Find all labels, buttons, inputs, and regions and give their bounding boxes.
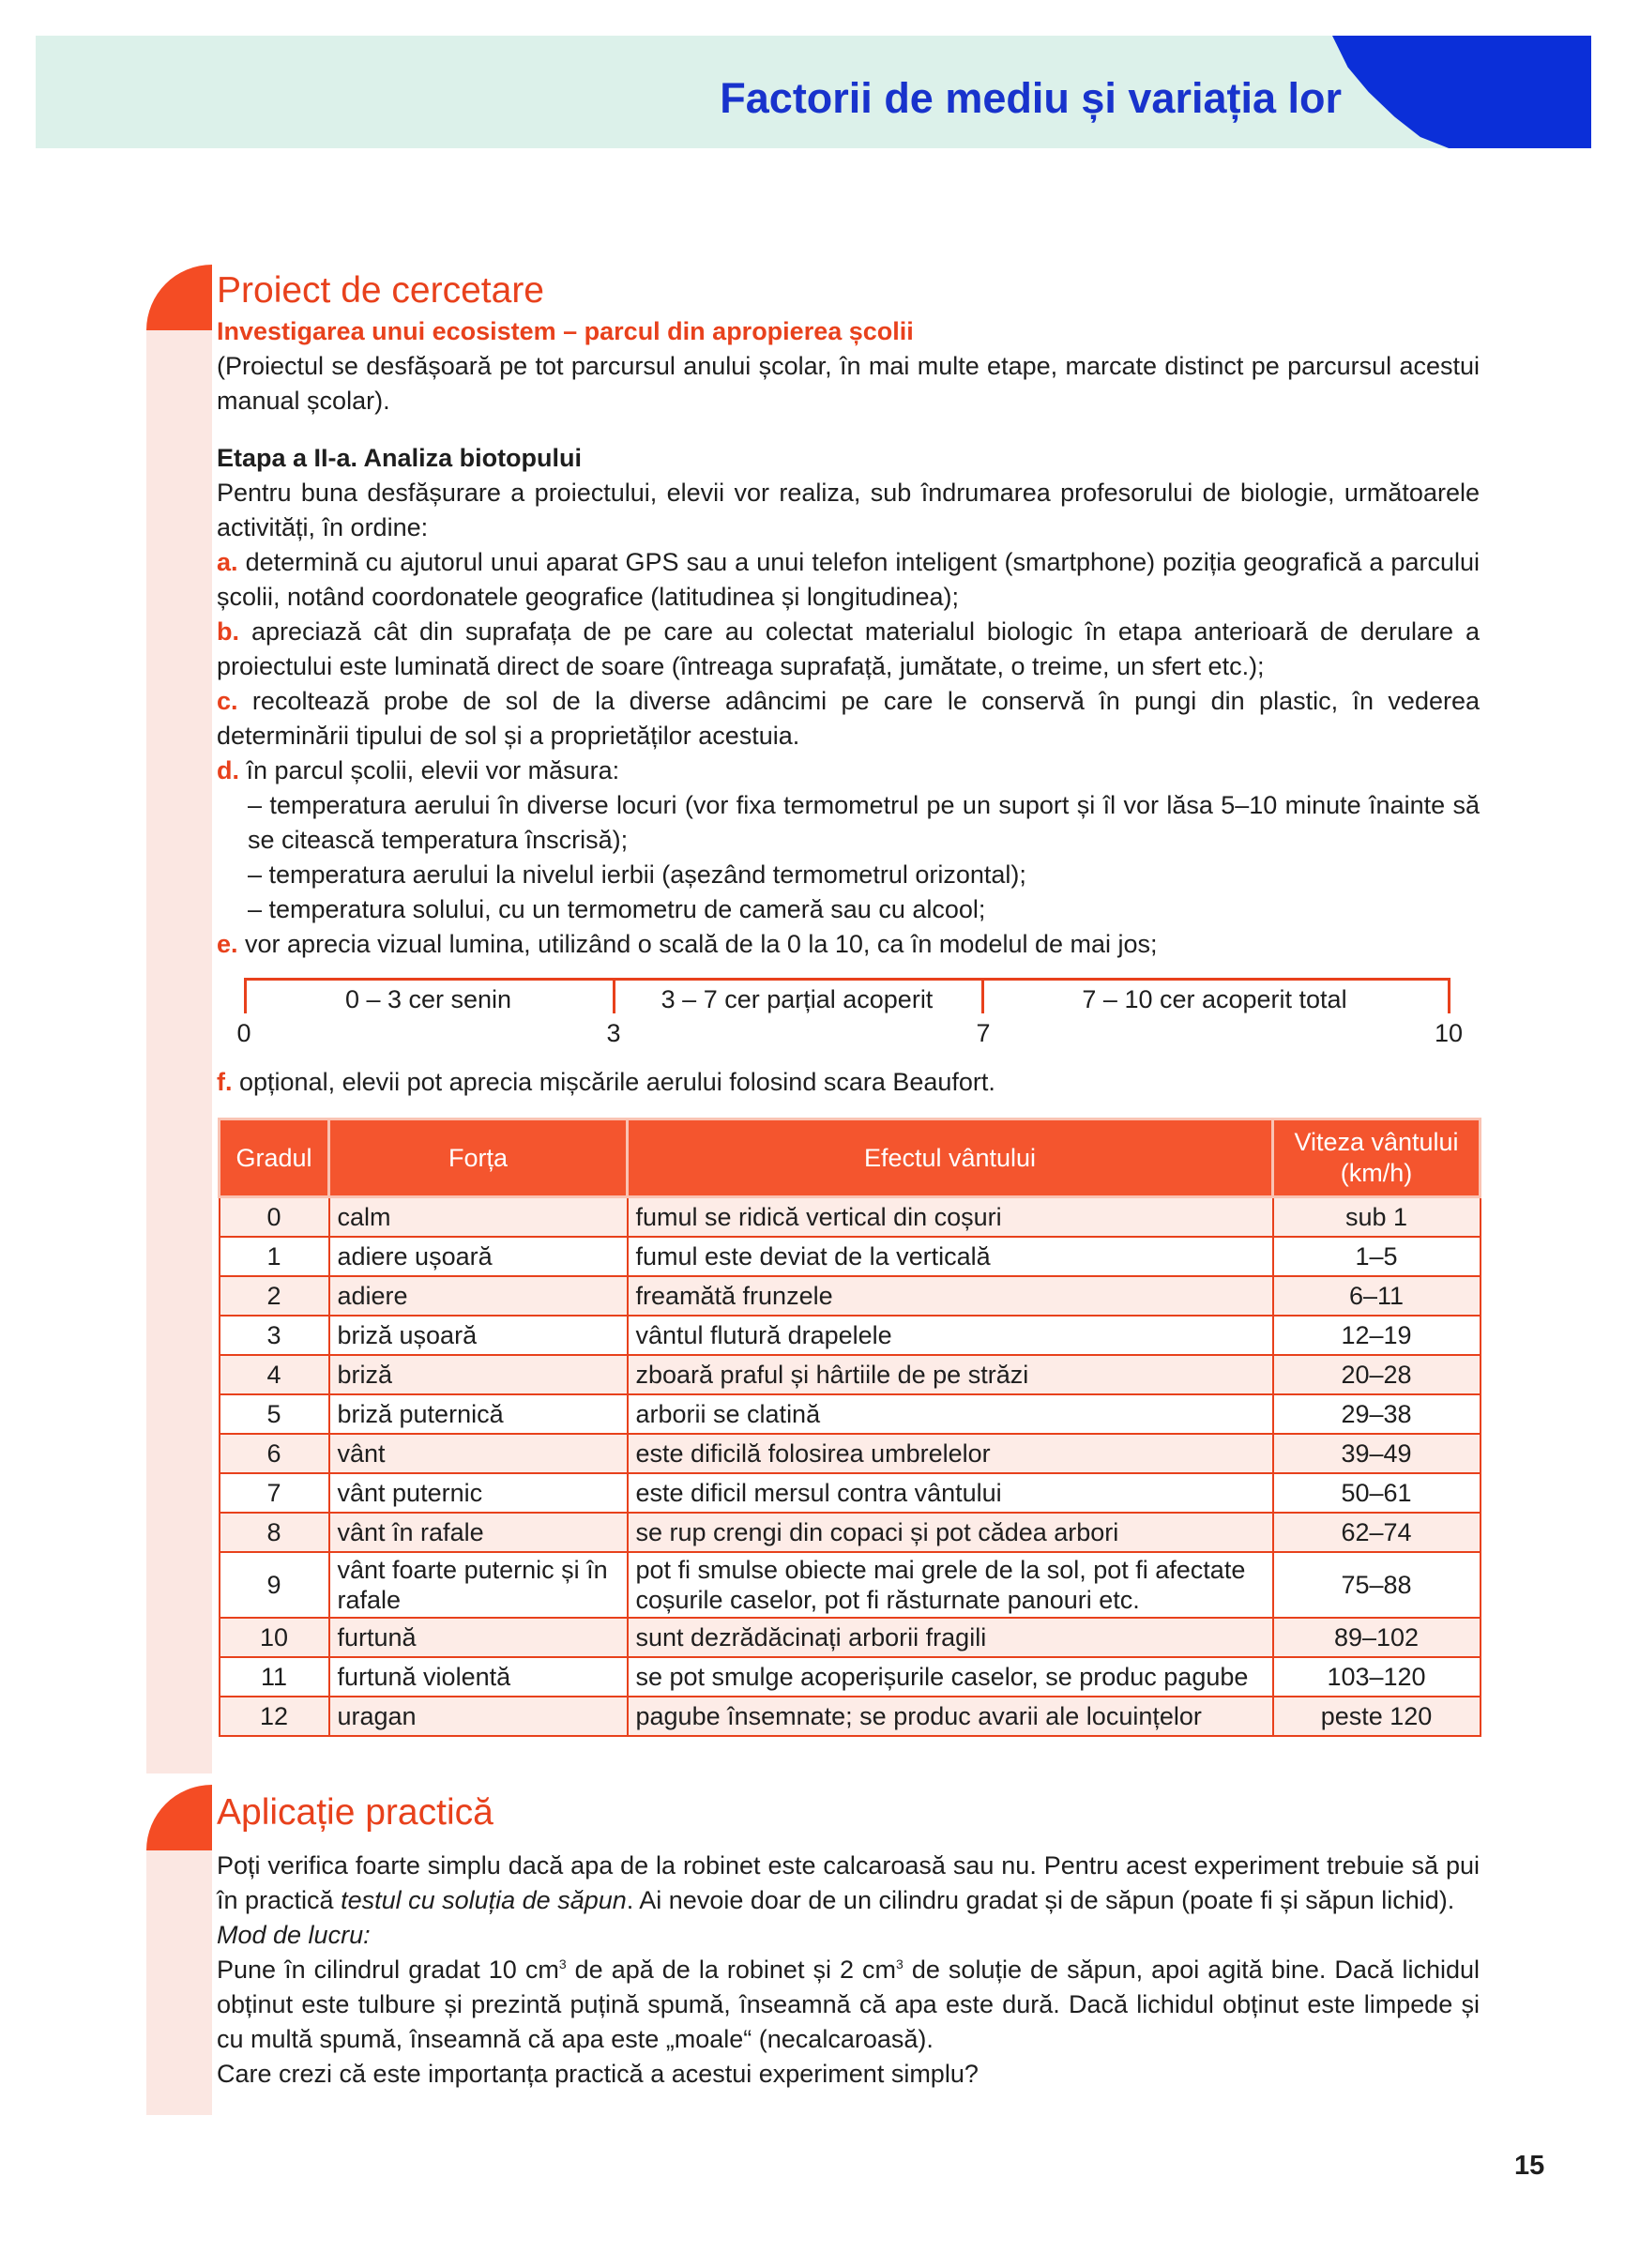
table-cell: 20–28	[1273, 1355, 1481, 1394]
table-row	[220, 1618, 1481, 1657]
sub-item-1: – temperatura aerului în diverse locuri (vor fixa termometrul pe un suport și îl vor lăsa 5–10 minute înainte să se citească temperatura înscrisă);	[248, 791, 1480, 854]
list-item-f: f. opțional, elevii pot aprecia mișcările aerului folosind scara Beaufort.	[217, 1068, 995, 1096]
project-section-marker	[146, 265, 212, 330]
table-row	[220, 1552, 1481, 1618]
table-cell: briză ușoară	[329, 1316, 628, 1355]
table-row	[220, 1394, 1481, 1434]
table-cell: briză puternică	[329, 1394, 628, 1434]
table-cell: calm	[329, 1197, 628, 1238]
table-cell: 50–61	[1273, 1473, 1481, 1513]
table-cell: adiere	[329, 1276, 628, 1316]
table-row	[220, 1316, 1481, 1355]
table-cell: pagube însemnate; se produc avarii ale locuințelor	[628, 1697, 1273, 1736]
scale-segment-label: 7 – 10 cer acoperit total	[1082, 985, 1347, 1013]
table-cell: zboară praful și hârtiile de pe străzi	[628, 1355, 1273, 1394]
table-cell: 12–19	[1273, 1316, 1481, 1355]
practical-side-strip	[146, 1850, 212, 2115]
table-row	[220, 1237, 1481, 1276]
project-heading: Proiect de cercetare	[217, 270, 545, 311]
table-cell: 8	[220, 1513, 329, 1552]
practical-question: Care crezi că este importanța practică a acestui experiment simplu?	[217, 2060, 979, 2088]
table-cell: vânt foarte puternic și în rafale	[329, 1552, 628, 1618]
table-cell: fumul este deviat de la verticală	[628, 1237, 1273, 1276]
table-cell: 4	[220, 1355, 329, 1394]
table-row	[220, 1697, 1481, 1736]
sub-item-3: – temperatura solului, cu un termometru de cameră sau cu alcool;	[248, 895, 986, 923]
table-cell: 12	[220, 1697, 329, 1736]
table-row	[220, 1473, 1481, 1513]
table-cell: 10	[220, 1618, 329, 1657]
scale-tick-label: 3	[606, 1019, 621, 1047]
table-cell: 0	[220, 1197, 329, 1238]
table-row	[220, 1657, 1481, 1697]
list-item-e: e. vor aprecia vizual lumina, utilizând o scală de la 0 la 10, ca în modelul de mai jos;	[217, 930, 1158, 958]
sub-item-2: – temperatura aerului la nivelul ierbii (așezând termometrul orizontal);	[248, 860, 1026, 889]
stage-title: Etapa a II-a. Analiza biotopului	[217, 444, 583, 472]
table-cell: 7	[220, 1473, 329, 1513]
scale-tick-label: 7	[976, 1019, 991, 1047]
project-intro: (Proiectul se desfășoară pe tot parcursul anului școlar, în mai multe etape, marcate distinct pe parcursul acestui manual școlar).	[217, 352, 1480, 415]
scale-tick-label: 0	[236, 1019, 251, 1047]
scale-line	[244, 978, 1450, 981]
practical-block	[217, 1849, 1480, 2092]
column-header: Efectul vântului	[628, 1119, 1273, 1197]
table-cell: vânt puternic	[329, 1473, 628, 1513]
chapter-title: Factorii de mediu și variația lor	[720, 74, 1342, 122]
table-cell: 6	[220, 1434, 329, 1473]
table-cell: adiere ușoară	[329, 1237, 628, 1276]
table-cell: este dificilă folosirea umbrelelor	[628, 1434, 1273, 1473]
table-cell: 103–120	[1273, 1657, 1481, 1697]
column-header: Viteza vântului (km/h)	[1273, 1119, 1481, 1197]
method-label: Mod de lucru:	[217, 1921, 371, 1949]
table-row	[220, 1513, 1481, 1552]
table-cell: vânt în rafale	[329, 1513, 628, 1552]
table-cell: sub 1	[1273, 1197, 1481, 1238]
table-cell: 1	[220, 1237, 329, 1276]
table-cell: 3	[220, 1316, 329, 1355]
table-row	[220, 1276, 1481, 1316]
table-cell: 29–38	[1273, 1394, 1481, 1434]
table-row	[220, 1434, 1481, 1473]
table-cell: sunt dezrădăcinați arborii fragili	[628, 1618, 1273, 1657]
practical-heading: Aplicație practică	[217, 1792, 494, 1833]
table-cell: 5	[220, 1394, 329, 1434]
table-cell: vânt	[329, 1434, 628, 1473]
table-cell: 75–88	[1273, 1552, 1481, 1618]
table-cell: 2	[220, 1276, 329, 1316]
table-cell: 9	[220, 1552, 329, 1618]
practical-paragraph-2: Pune în cilindrul gradat 10 $cm^3$ de apă de la robinet și 2 $cm^3$ de soluție de săpun, apoi agită bine. Dacă lichidul obținut este tulbure și prezintă puțină spumă, înseamnă că apa este dură. Dacă lichidul obținut este limpede și cu multă spumă, înseamnă că apa este „moale“ (necalcaroasă).	[217, 1956, 1480, 2053]
table-cell: briză	[329, 1355, 628, 1394]
list-item-c: c. recoltează probe de sol de la diverse adâncimi pe care le conservă în pungi din plastic, în vederea determinării tipului de sol și a proprietăților acestuia.	[217, 687, 1480, 750]
item-f-block	[217, 1065, 1480, 1100]
table-cell: 39–49	[1273, 1434, 1481, 1473]
table-cell: se pot smulge acoperișurile caselor, se produc pagube	[628, 1657, 1273, 1697]
page-number: 15	[1514, 2151, 1545, 2181]
table-cell: vântul flutură drapelele	[628, 1316, 1273, 1355]
table-cell: furtună violentă	[329, 1657, 628, 1697]
scale-tick	[1448, 978, 1450, 1013]
table-cell: 6–11	[1273, 1276, 1481, 1316]
table-cell: se rup crengi din copaci și pot cădea arbori	[628, 1513, 1273, 1552]
scale-segment-label: 0 – 3 cer senin	[344, 985, 512, 1013]
table-cell: 62–74	[1273, 1513, 1481, 1552]
beaufort-table	[218, 1118, 1481, 1737]
table-cell: furtună	[329, 1618, 628, 1657]
table-cell: 1–5	[1273, 1237, 1481, 1276]
project-side-strip	[146, 330, 212, 1773]
table-cell: uragan	[329, 1697, 628, 1736]
list-item-b: b. apreciază cât din suprafața de pe care au colectat materialul biologic în etapa anterioară de derulare a proiectului este luminată direct de soare (întreaga suprafață, jumătate, o treime, un sfert etc.);	[217, 617, 1480, 680]
project-subtitle: Investigarea unui ecosistem – parcul din apropierea școlii	[217, 317, 914, 345]
table-cell: arborii se clatină	[628, 1394, 1273, 1434]
table-cell: fumul se ridică vertical din coșuri	[628, 1197, 1273, 1238]
column-header: Gradul	[220, 1119, 329, 1197]
project-intro-block	[217, 349, 1480, 419]
table-cell: pot fi smulse obiecte mai grele de la sol, pot fi afectate coșurile caselor, pot fi răsturnate panouri etc.	[628, 1552, 1273, 1618]
table-cell: 89–102	[1273, 1618, 1481, 1657]
practical-paragraph-1: Poți verifica foarte simplu dacă apa de la robinet este calcaroasă sau nu. Pentru acest experiment trebuie să pui în practică testul cu soluția de săpun. Ai nevoie doar de un cilindru gradat și de săpun (poate fi și săpun lichid).	[217, 1851, 1480, 1914]
stage-block	[217, 441, 1480, 962]
column-header: Forța	[329, 1119, 628, 1197]
table-cell: este dificil mersul contra vântului	[628, 1473, 1273, 1513]
scale-segment-label: 3 – 7 cer parțial acoperit	[661, 985, 934, 1013]
table-cell: 11	[220, 1657, 329, 1697]
practical-section-marker	[146, 1785, 212, 1850]
table-row	[220, 1197, 1481, 1238]
light-scale	[236, 978, 1464, 1047]
table-cell: peste 120	[1273, 1697, 1481, 1736]
list-item-d: d. în parcul școlii, elevii vor măsura:	[217, 756, 620, 784]
stage-intro: Pentru buna desfășurare a proiectului, elevii vor realiza, sub îndrumarea profesorului de biologie, următoarele activități, în ordine:	[217, 479, 1480, 541]
table-row	[220, 1355, 1481, 1394]
table-header-row	[220, 1119, 1481, 1197]
list-item-a: a. determină cu ajutorul unui aparat GPS sau a unui telefon inteligent (smartphone) poziția geografică a parcului școlii, notând coordonatele geografice (latitudinea și longitudinea);	[217, 548, 1480, 611]
scale-tick-label: 10	[1434, 1019, 1464, 1047]
table-cell: freamătă frunzele	[628, 1276, 1273, 1316]
